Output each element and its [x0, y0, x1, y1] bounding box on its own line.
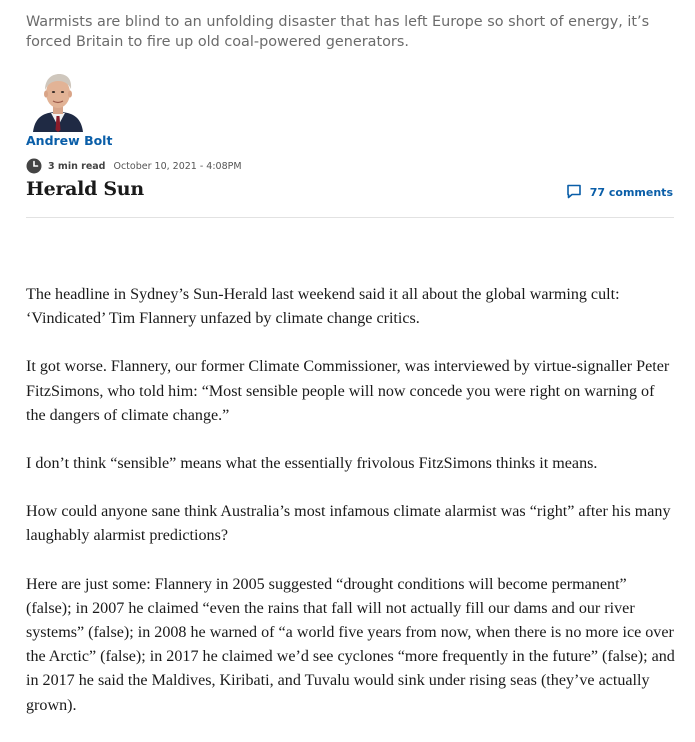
clock-icon — [26, 158, 42, 174]
article-paragraph: I don’t think “sensible” means what the essentially frivolous FitzSimons thinks it means. — [26, 455, 598, 473]
author-photo — [31, 68, 85, 132]
article-body — [26, 283, 676, 742]
publish-date: October 10, 2021 - 4:08PM — [113, 160, 242, 172]
read-time: 3 min read — [48, 160, 106, 172]
comments-count: 77 comments — [589, 186, 673, 199]
masthead-logo: Herald Sun — [26, 178, 144, 200]
author-link[interactable]: Andrew Bolt — [26, 133, 113, 148]
article-paragraph: Here are just some: Flannery in 2005 suggested “drought conditions will become permanent” (false); in 2007 he claimed “even the rains that fall will not actually fill our dams and our river systems” (false); in 2008 he warned of “a world five years from now, when there is no more ice over the Arctic” (false); in 2017 he claimed we’d see cyclones “more frequently in the future” (false); and in 2017 he said the Maldives, Kiribati, and Tuvalu would sink under rising seas (they’ve actually grown). — [26, 575, 675, 714]
article-paragraph: How could anyone sane think Australia’s most infamous climate alarmist was “right” after his many laughably alarmist predictions? — [26, 503, 671, 545]
comment-bubble-icon — [566, 183, 582, 202]
article-paragraph: It got worse. Flannery, our former Climate Commissioner, was interviewed by virtue-signaller Peter FitzSimons, who told him: “Most sensible people will now concede you were right on warning of the dangers of climate change.” — [26, 358, 670, 424]
author-avatar[interactable] — [31, 68, 85, 132]
article-meta — [26, 157, 242, 175]
article-standfirst: Warmists are blind to an unfolding disaster that has left Europe so short of energy, it’s forced Britain to fire up old coal-powered generators. — [26, 14, 650, 50]
article-paragraph: The headline in Sydney’s Sun-Herald last weekend said it all about the global warming cult: ‘Vindicated’ Tim Flannery unfazed by climate change critics. — [26, 286, 620, 328]
header-divider — [26, 217, 674, 218]
comments-link[interactable] — [566, 183, 673, 202]
